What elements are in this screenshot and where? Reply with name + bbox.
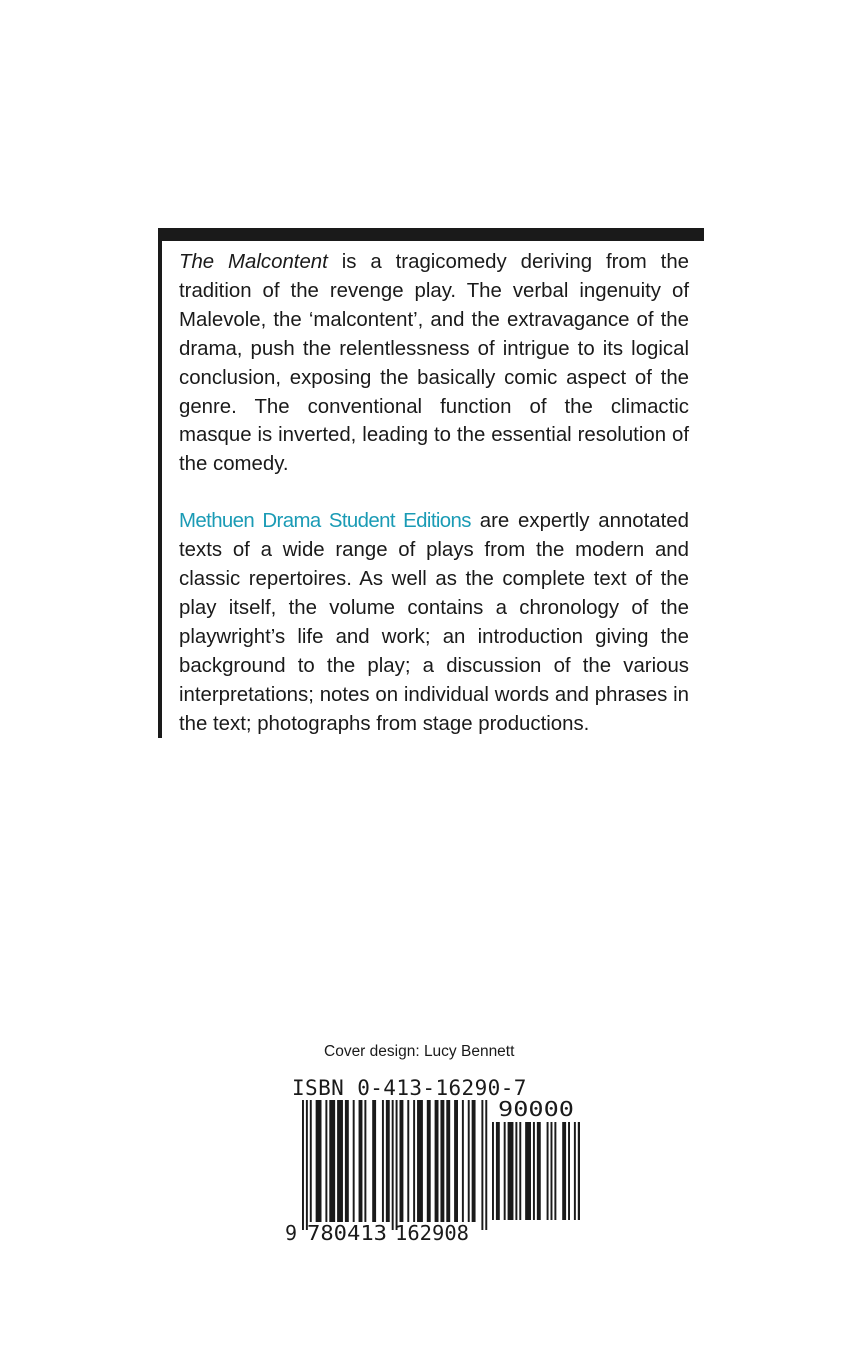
- barcode-bar: [515, 1122, 517, 1220]
- blurb-paragraph-1-text: is a tragicomedy deriving from the tradition of the revenge play. The verbal ingenuity of Malevole, the ‘malcontent’, and the extravagance of the drama, push the relentlessness of intrigue to its logical conclusion, exposing the basically comic aspect of the genre. The conventional function of the climactic masque is inverted, leading to the essential resolution of the comedy.: [179, 251, 690, 476]
- barcode-main-bars: [302, 1100, 487, 1230]
- barcode-bar: [440, 1100, 444, 1222]
- barcode-bar: [337, 1100, 343, 1222]
- barcode-bar: [359, 1100, 363, 1222]
- barcode-bar: [435, 1100, 439, 1222]
- ean-right-digits: 162908: [395, 1221, 469, 1245]
- barcode-bar: [468, 1100, 470, 1222]
- barcode-bar: [316, 1100, 322, 1222]
- barcode-bar: [574, 1122, 576, 1220]
- barcode-bar: [462, 1100, 464, 1222]
- barcode-bar: [407, 1100, 409, 1222]
- blurb-box: [158, 228, 704, 738]
- barcode-bar: [446, 1100, 450, 1222]
- barcode-bar: [551, 1122, 553, 1220]
- isbn-label: ISBN 0-413-16290-7: [292, 1076, 527, 1100]
- top-rule: [158, 228, 704, 241]
- play-title: The Malcontent: [179, 251, 328, 273]
- barcode-guard-bar: [302, 1100, 304, 1230]
- barcode-bar: [547, 1122, 549, 1220]
- barcode: [280, 1096, 580, 1246]
- barcode-bar: [417, 1100, 423, 1222]
- barcode-guard-bar: [392, 1100, 394, 1230]
- barcode-bar: [504, 1122, 506, 1220]
- barcode-guard-bar: [396, 1100, 398, 1230]
- barcode-bar: [353, 1100, 355, 1222]
- barcode-bar: [508, 1122, 514, 1220]
- blurb-text: [179, 248, 689, 739]
- ean-first-digit: 9: [285, 1221, 298, 1245]
- barcode-bar: [400, 1100, 404, 1222]
- barcode-guard-bar: [485, 1100, 487, 1230]
- left-rule: [158, 228, 162, 738]
- barcode-bar: [578, 1122, 580, 1220]
- addon-digits: 90000: [498, 1097, 574, 1121]
- barcode-bar: [533, 1122, 535, 1220]
- blurb-paragraph-2-text: are expertly annotated texts of a wide range of plays from the modern and classic repertoires. As well as the complete text of the play itself, the volume contains a chronology of the playwright’s life and work; an introduction giving the background to the play; a discussion of the various interpretations; notes on individual words and phrases in the text; photographs from stage productions.: [179, 510, 689, 735]
- barcode-bar: [472, 1100, 476, 1222]
- barcode-bar: [525, 1122, 531, 1220]
- barcode-addon-bars: [492, 1122, 580, 1220]
- barcode-bar: [413, 1100, 415, 1222]
- barcode-bar: [496, 1122, 500, 1220]
- barcode-bar: [382, 1100, 384, 1222]
- barcode-bar: [310, 1100, 312, 1222]
- barcode-bar: [325, 1100, 327, 1222]
- barcode-guard-bar: [306, 1100, 308, 1230]
- barcode-bar: [345, 1100, 349, 1222]
- barcode-bar: [329, 1100, 335, 1222]
- barcode-bar: [386, 1100, 390, 1222]
- ean-left-digits: 780413: [307, 1221, 387, 1245]
- barcode-bar: [492, 1122, 494, 1220]
- barcode-bar: [568, 1122, 570, 1220]
- barcode-bar: [554, 1122, 556, 1220]
- blurb-paragraph-2: [179, 507, 689, 738]
- barcode-bar: [427, 1100, 431, 1222]
- series-name: Methuen Drama Student Editions: [179, 510, 471, 533]
- barcode-bar: [562, 1122, 566, 1220]
- barcode-bar: [364, 1100, 366, 1222]
- barcode-bar: [537, 1122, 541, 1220]
- cover-design-credit: Cover design: Lucy Bennett: [324, 1043, 515, 1060]
- barcode-guard-bar: [481, 1100, 483, 1230]
- barcode-bar: [454, 1100, 458, 1222]
- barcode-bar: [519, 1122, 521, 1220]
- blurb-paragraph-1: [179, 248, 689, 479]
- barcode-bar: [372, 1100, 376, 1222]
